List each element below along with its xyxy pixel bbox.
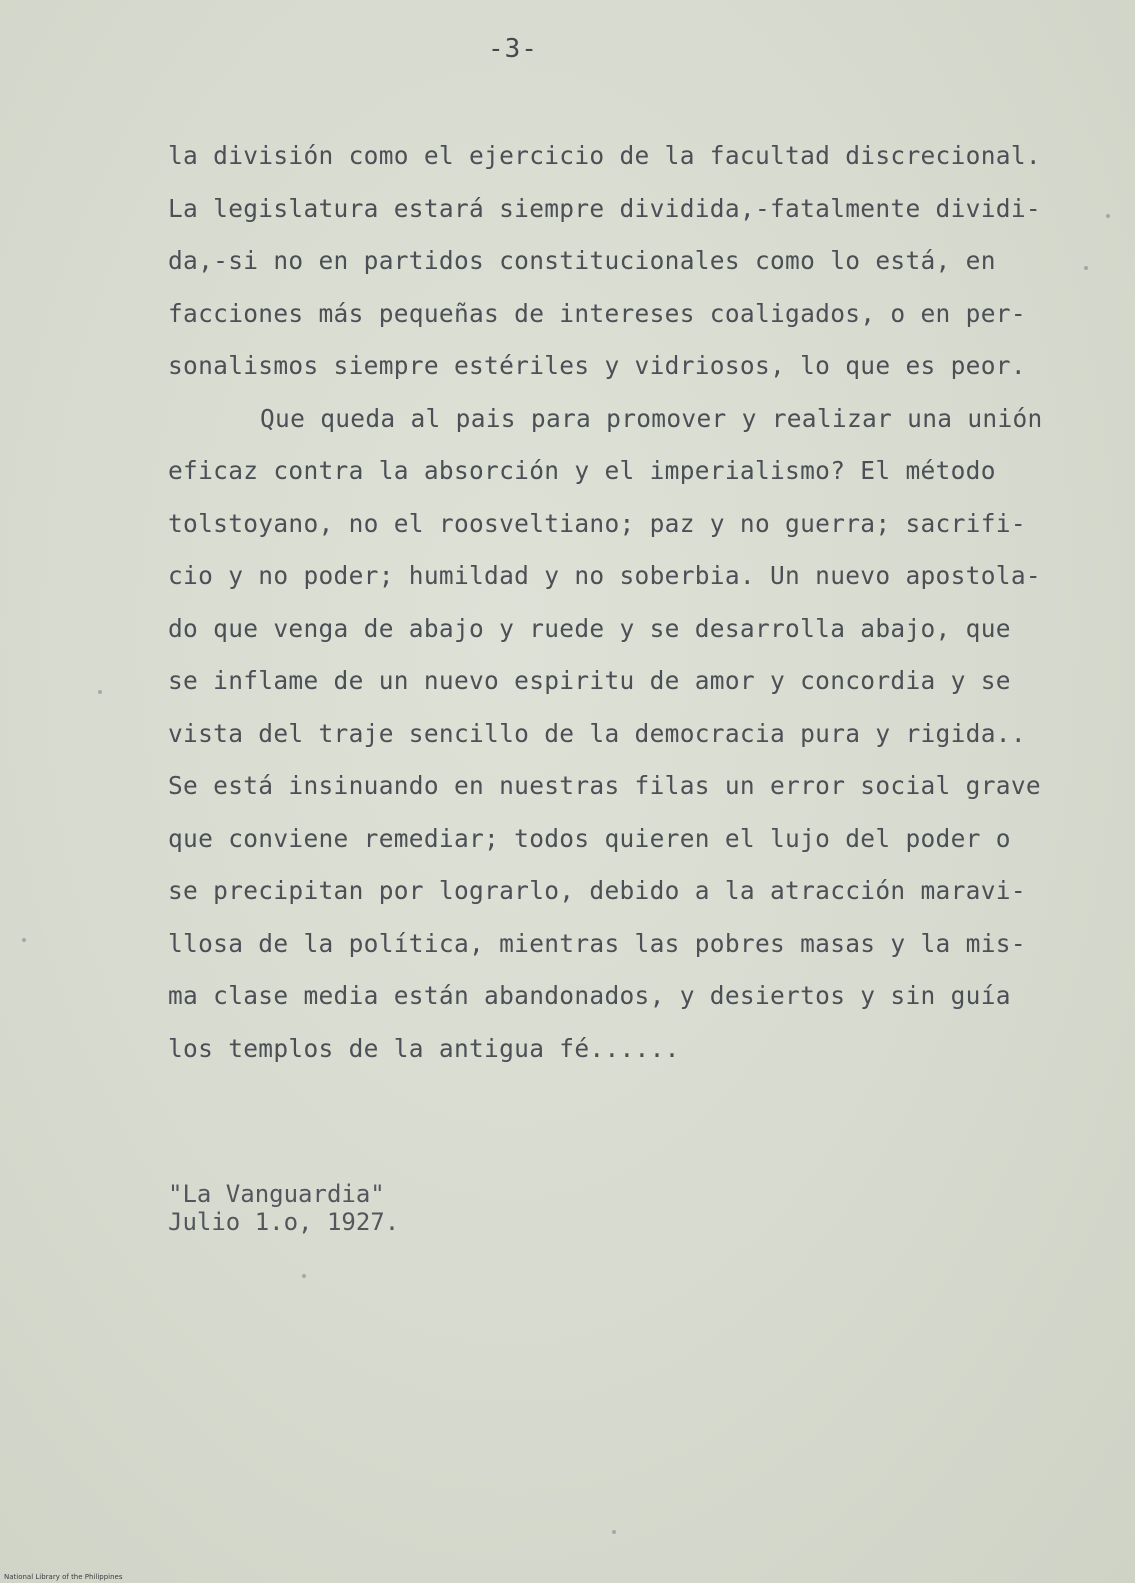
text-line: llosa de la política, mientras las pobres masas y la mis-: [168, 928, 1026, 958]
speck: [98, 690, 102, 694]
speck: [612, 1530, 616, 1534]
speck: [22, 938, 26, 942]
text-line: que conviene remediar; todos quieren el lujo del poder o: [168, 823, 1011, 853]
speck: [302, 1274, 306, 1278]
text-line: cio y no poder; humildad y no soberbia. Un nuevo apostola-: [168, 561, 1041, 590]
text-line: eficaz contra la absorción y el imperialismo? El método: [168, 456, 996, 485]
text-line: ma clase media están abandonados, y desiertos y sin guía: [168, 981, 1011, 1010]
text-line: la división como el ejercicio de la facultad discrecional.: [168, 141, 1041, 170]
publication-date: Julio 1.o, 1927.: [168, 1208, 400, 1236]
text-line: sonalismos siempre estériles y vidriosos, lo que es peor.: [168, 351, 1026, 380]
text-line: La legislatura estará siempre dividida,-fatalmente dividi-: [168, 193, 1041, 223]
speck: [1106, 214, 1110, 218]
text-line: facciones más pequeñas de intereses coaligados, o en per-: [168, 298, 1026, 328]
text-line: vista del traje sencillo de la democracia pura y rigida..: [168, 718, 1026, 748]
source-citation: [168, 1180, 399, 1236]
body-text: [168, 130, 1068, 1075]
text-line: da,-si no en partidos constitucionales como lo está, en: [168, 246, 996, 275]
archive-footer: National Library of the Philippines: [4, 1573, 123, 1581]
page-number: -3-: [488, 34, 538, 64]
text-line: los templos de la antigua fé......: [168, 1033, 680, 1063]
publication-name: "La Vanguardia": [168, 1180, 385, 1208]
text-line: tolstoyano, no el roosveltiano; paz y no guerra; sacrifi-: [168, 508, 1026, 538]
text-line: se precipitan por lograrlo, debido a la atracción maravi-: [168, 876, 1026, 905]
text-line: se inflame de un nuevo espiritu de amor y concordia y se: [168, 666, 1011, 695]
text-line: do que venga de abajo y ruede y se desarrolla abajo, que: [168, 613, 1011, 643]
speck: [1084, 266, 1088, 270]
text-line: Se está insinuando en nuestras filas un error social grave: [168, 771, 1041, 800]
paragraph-start-line: Que queda al pais para promover y realizar una unión: [260, 403, 1043, 433]
